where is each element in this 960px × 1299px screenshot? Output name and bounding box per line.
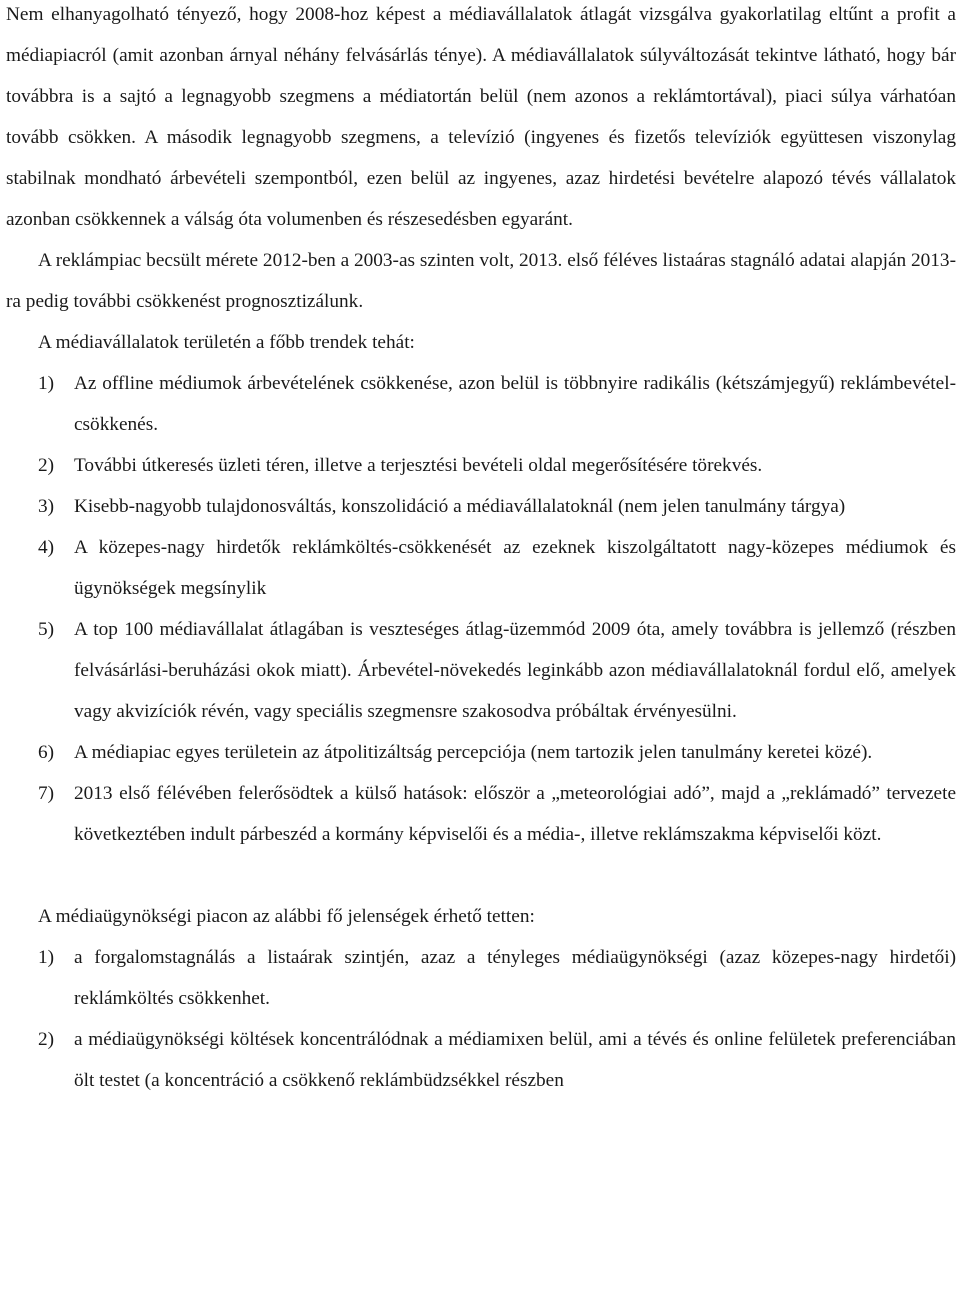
trends-list: [6, 363, 956, 855]
list-number: 7): [38, 783, 55, 804]
intro-paragraph: Nem elhanyagolható tényező, hogy 2008-hoz képest a médiavállalatok átlagát vizsgálva gyakorlatilag eltűnt a profit a médiapiacról (amit azonban árnyal néhány felvásárlás ténye). A médiavállalatok súlyváltozását tekintve látható, hogy bár továbbra is a sajtó a legnagyobb szegmens a médiatortán belül (nem azonos a reklámtortával), piaci súlya várhatóan tovább csökken. A második legnagyobb szegmens, a televízió (ingyenes és fizetős televíziók együttesen viszonylag stabilnak mondható árbevételi szempontból, ezen belül az ingyenes, azaz hirdetési bevételre alapozó tévés vállalatok azonban csökkennek a válság óta volumenben és részesedésben egyaránt.: [6, 4, 956, 230]
list-number: 6): [38, 742, 55, 763]
list-item: [6, 445, 956, 486]
trends-heading: A médiavállalatok területén a főbb trendek tehát:: [38, 332, 415, 353]
agency-list: [6, 937, 956, 1101]
list-text: a médiaügynökségi költések koncentrálódnak a médiamixen belül, ami a tévés és online felületek preferenciában ölt testet (a koncentráció a csökkenő reklámbüdzsékkel részben: [74, 1029, 956, 1091]
ad-market-paragraph: A reklámpiac becsült mérete 2012-ben a 2003-as szinten volt, 2013. első féléves listaáras stagnáló adatai alapján 2013-ra pedig további csökkenést prognosztizálunk.: [6, 250, 956, 312]
list-item: [6, 363, 956, 445]
list-number: 1): [38, 947, 55, 968]
list-number: 5): [38, 619, 55, 640]
list-number: 2): [38, 1029, 55, 1050]
list-text: A közepes-nagy hirdetők reklámköltés-csökkenését az ezeknek kiszolgáltatott nagy-közepes médiumok és ügynökségek megsínylik: [74, 537, 956, 599]
list-text: A médiapiac egyes területein az átpolitizáltság percepciója (nem tartozik jelen tanulmány keretei közé).: [74, 742, 873, 763]
list-number: 1): [38, 373, 55, 394]
list-number: 3): [38, 496, 55, 517]
list-item: [6, 486, 956, 527]
list-item: [6, 773, 956, 855]
list-item: [6, 732, 956, 773]
list-item: [6, 527, 956, 609]
list-number: 2): [38, 455, 55, 476]
list-text: a forgalomstagnálás a listaárak szintjén, azaz a tényleges médiaügynökségi (azaz közepes-nagy hirdetői) reklámköltés csökkenhet.: [74, 947, 956, 1009]
list-item: [6, 609, 956, 732]
list-number: 4): [38, 537, 55, 558]
list-text: Az offline médiumok árbevételének csökkenése, azon belül is többnyire radikális (kétszámjegyű) reklámbevétel-csökkenés.: [74, 373, 956, 435]
list-text: Kisebb-nagyobb tulajdonosváltás, konszolidáció a médiavállalatoknál (nem jelen tanulmány tárgya): [74, 496, 846, 517]
list-text: További útkeresés üzleti téren, illetve a terjesztési bevételi oldal megerősítésére törekvés.: [74, 455, 763, 476]
list-item: [6, 937, 956, 1019]
list-item: [6, 1019, 956, 1101]
list-text: 2013 első félévében felerősödtek a külső hatások: először a „meteorológiai adó”, majd a „reklámadó” tervezete következtében indult párbeszéd a kormány képviselői és a média-, illetve reklámszakma képviselői közt.: [74, 783, 956, 845]
list-text: A top 100 médiavállalat átlagában is veszteséges átlag-üzemmód 2009 óta, amely továbbra is jellemző (részben felvásárlási-beruházási okok miatt). Árbevétel-növekedés leginkább azon médiavállalatoknál fordul elő, amelyek vagy akvizíciók révén, vagy speciális szegmensre szakosodva próbáltak érvényesülni.: [74, 619, 956, 722]
section-spacer: [6, 855, 956, 896]
agency-heading: A médiaügynökségi piacon az alábbi fő jelenségek érhető tetten:: [38, 906, 535, 927]
